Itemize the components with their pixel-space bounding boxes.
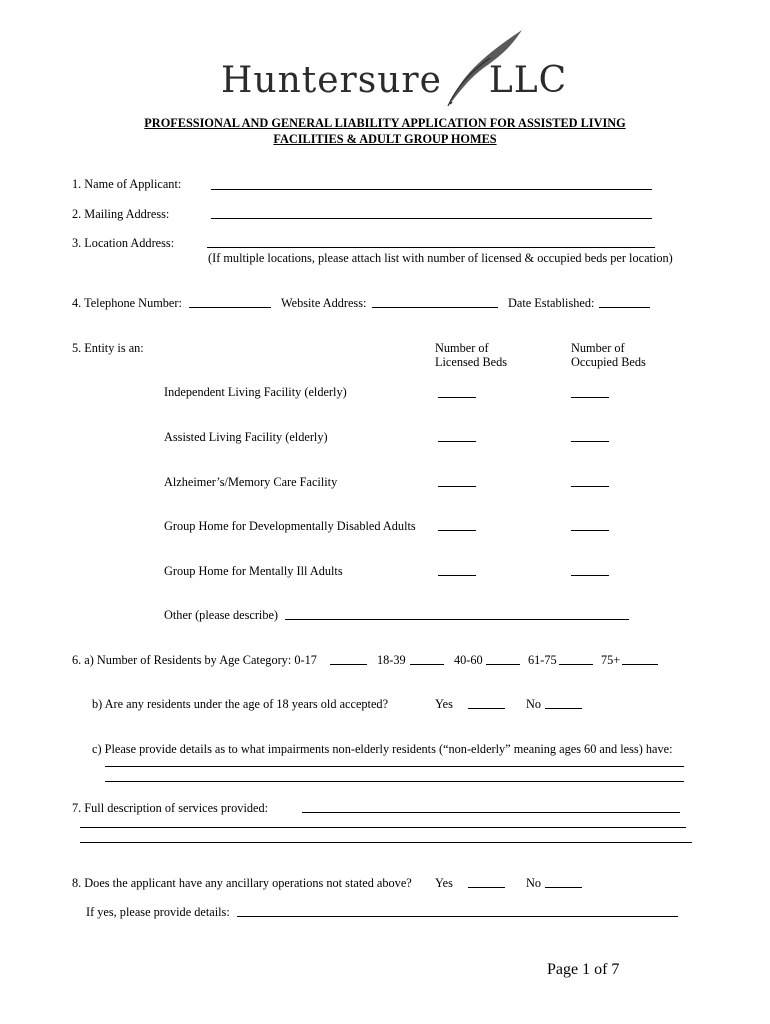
licensed-beds-field[interactable] [438, 486, 476, 487]
impairments-details-field-2[interactable] [105, 781, 684, 782]
other-entity-label: Other (please describe) [164, 608, 279, 622]
occupied-beds-field[interactable] [571, 486, 609, 487]
occupied-beds-header-line2: Occupied Beds [571, 355, 646, 369]
impairments-details-field-1[interactable] [105, 766, 684, 767]
q4-phone-label: 4. Telephone Number: [72, 296, 182, 310]
logo-suffix: LLC [488, 60, 568, 101]
logo-name: Huntersure [221, 60, 442, 101]
entity-row-label: Assisted Living Facility (elderly) [164, 430, 328, 444]
q8-details-label: If yes, please provide details: [86, 905, 230, 919]
licensed-beds-header-line2: Licensed Beds [435, 355, 508, 369]
mailing-address-field[interactable] [211, 218, 652, 219]
other-entity-field[interactable] [285, 619, 629, 620]
occupied-beds-field[interactable] [571, 575, 609, 576]
entity-row-label: Group Home for Mentally Ill Adults [164, 564, 343, 578]
entity-row-label: Independent Living Facility (elderly) [164, 385, 347, 399]
licensed-beds-field[interactable] [438, 530, 476, 531]
licensed-beds-header-line1: Number of [435, 341, 489, 355]
q6c-label: c) Please provide details as to what impairments non-elderly residents (“non-elderly” meaning ages 60 and less) have: [92, 742, 673, 756]
licensed-beds-field[interactable] [438, 575, 476, 576]
age-category-label: 75+ [601, 653, 621, 667]
yes-label: Yes [435, 876, 453, 890]
q6b-label: b) Are any residents under the age of 18 years old accepted? [92, 697, 389, 711]
website-field[interactable] [372, 307, 498, 308]
licensed-beds-field[interactable] [438, 441, 476, 442]
age-40-60-field[interactable] [486, 664, 520, 665]
occupied-beds-field[interactable] [571, 397, 609, 398]
telephone-field[interactable] [189, 307, 271, 308]
age-18-39-field[interactable] [410, 664, 444, 665]
no-label: No [526, 876, 542, 890]
q7-label: 7. Full description of services provided: [72, 801, 269, 815]
age-category-label: 18-39 [377, 653, 406, 667]
ancillary-yes-field[interactable] [468, 887, 505, 888]
q4-website-label: Website Address: [281, 296, 367, 310]
age-category-label: 40-60 [454, 653, 483, 667]
applicant-name-field[interactable] [211, 189, 652, 190]
services-description-field-2[interactable] [80, 827, 686, 828]
q3-label: 3. Location Address: [72, 236, 175, 250]
logo-wordmark [221, 60, 567, 101]
age-category-label: 61-75 [528, 653, 557, 667]
ancillary-details-field[interactable] [237, 916, 678, 917]
form-title-line2: FACILITIES & ADULT GROUP HOMES [273, 132, 497, 146]
age-0-17-field[interactable] [330, 664, 367, 665]
under-18-yes-field[interactable] [468, 708, 505, 709]
under-18-no-field[interactable] [545, 708, 582, 709]
no-label: No [526, 697, 542, 711]
entity-row-label: Group Home for Developmentally Disabled Adults [164, 519, 416, 533]
q5-label: 5. Entity is an: [72, 341, 144, 355]
yes-label: Yes [435, 697, 453, 711]
q6a-label: 6. a) Number of Residents by Age Category: 0-17 [72, 653, 317, 667]
occupied-beds-field[interactable] [571, 441, 609, 442]
q2-label: 2. Mailing Address: [72, 207, 170, 221]
services-description-field-3[interactable] [80, 842, 692, 843]
page-number: Page 1 of 7 [547, 961, 620, 978]
licensed-beds-field[interactable] [438, 397, 476, 398]
form-title-line1: PROFESSIONAL AND GENERAL LIABILITY APPLICATION FOR ASSISTED LIVING [144, 116, 626, 130]
services-description-field-1[interactable] [302, 812, 680, 813]
q4-established-label: Date Established: [508, 296, 595, 310]
date-established-field[interactable] [599, 307, 650, 308]
ancillary-no-field[interactable] [545, 887, 582, 888]
q3-note: (If multiple locations, please attach list with number of licensed & occupied beds per location) [208, 251, 673, 265]
occupied-beds-header-line1: Number of [571, 341, 625, 355]
location-address-field[interactable] [207, 247, 655, 248]
age-75-plus-field[interactable] [622, 664, 658, 665]
occupied-beds-field[interactable] [571, 530, 609, 531]
age-61-75-field[interactable] [559, 664, 593, 665]
q1-label: 1. Name of Applicant: [72, 177, 182, 191]
q8-label: 8. Does the applicant have any ancillary operations not stated above? [72, 876, 412, 890]
entity-row-label: Alzheimer’s/Memory Care Facility [164, 475, 338, 489]
